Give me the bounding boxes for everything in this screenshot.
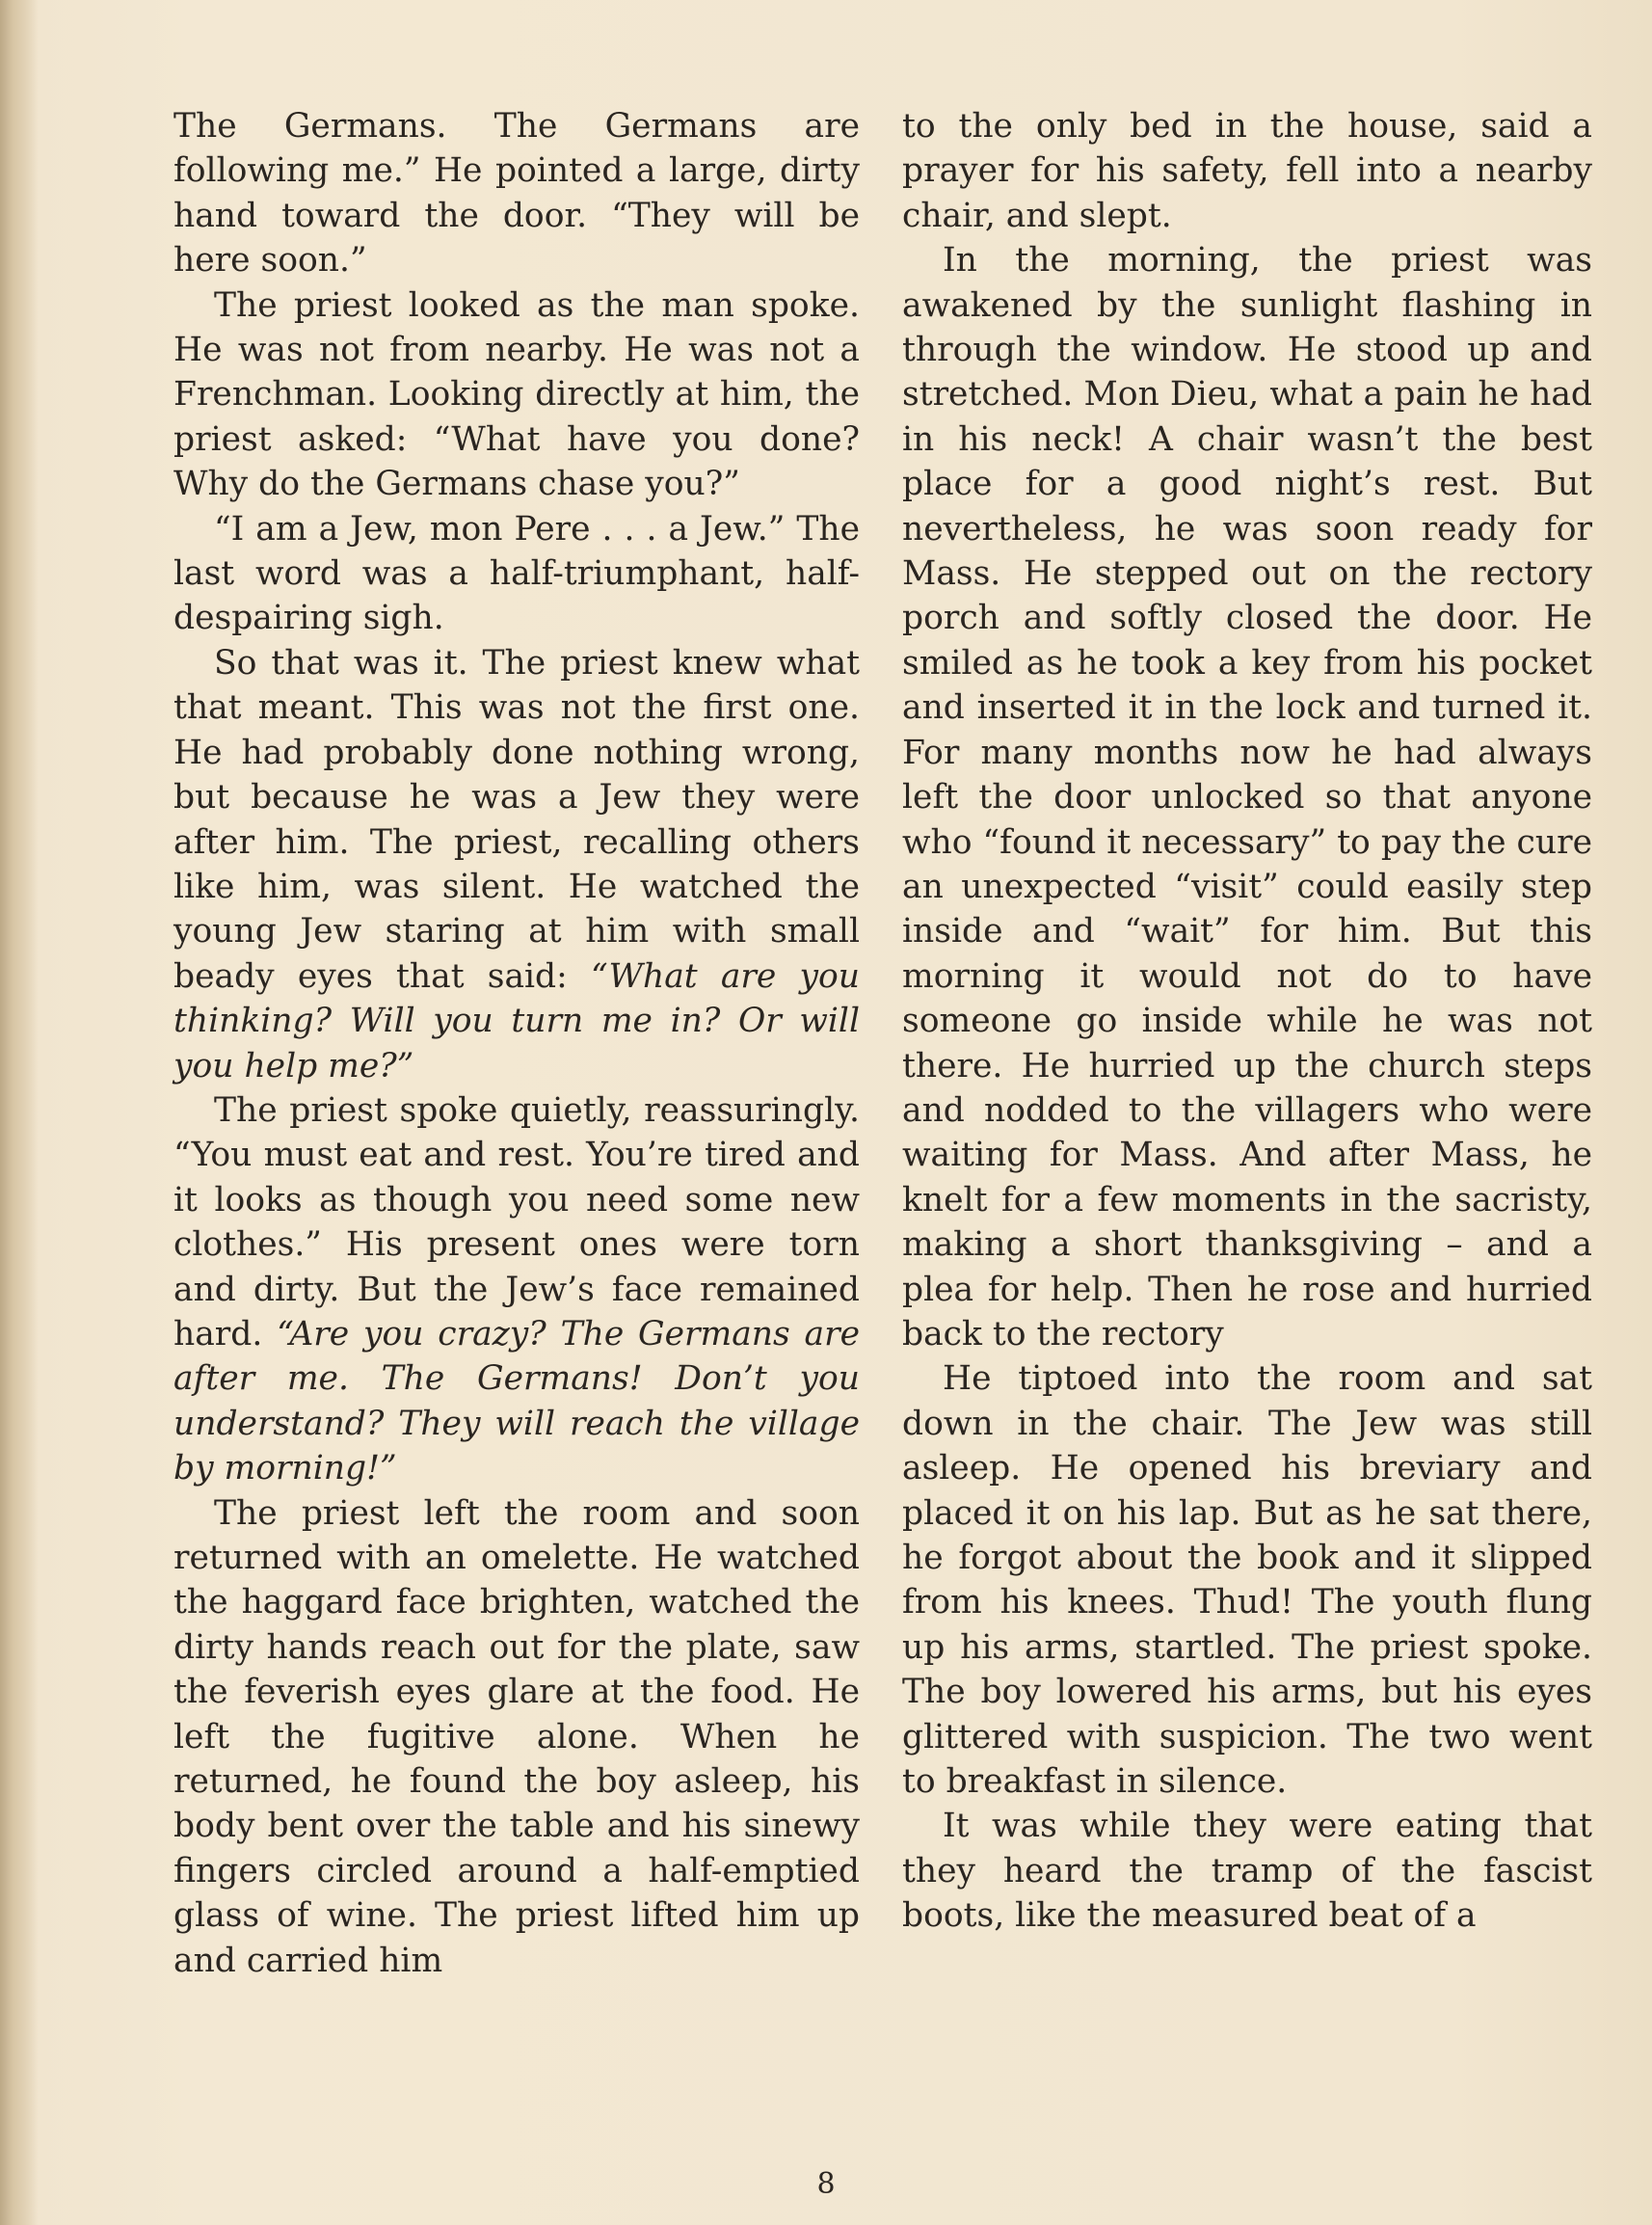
left-paragraph-3: “I am a Jew, mon Pere . . . a Jew.” The last word was a half-triumphant, half-despairing sigh. bbox=[173, 509, 860, 638]
right-paragraph-2: In the morning, the priest was awakened by the sunlight flashing in through the window. He stood up and stretched. Mon Dieu, what a pain he had in his neck! A chair wasn’t the best place for a good night’s rest. But nevertheless, he was soon ready for Mass. He stepped out on the rectory porch and softly closed the door. He smiled as he took a key from his pocket and inserted it in the lock and turned it. For many months now he had always left the door unlocked so that anyone who “found it necessary” to pay the cure an unexpected “visit” could easily step inside and “wait” for him. But this morning it would not do to have someone go inside while he was not there. He hurried up the church steps and nodded to the villagers who were waiting for Mass. And after Mass, he knelt for a few moments in the sacristy, making a short thanksgiving – and a plea for help. Then he rose and hurried back to the rectory bbox=[902, 241, 1592, 1354]
left-paragraph-4-text: So that was it. The priest knew what that meant. This was not the first one. He had probably done nothing wrong, but because he was a Jew they were after him. The priest, recalling others like him, was silent. He watched the young Jew staring at him with small beady eyes that said: bbox=[173, 643, 860, 996]
page-binding-shadow bbox=[0, 0, 39, 2225]
right-text-column bbox=[902, 104, 1592, 1939]
left-paragraph-4-italic: “What are you thinking? Will you turn me in? Or will you help me?” bbox=[173, 956, 860, 1086]
left-paragraph-5-text: The priest spoke quietly, reassuringly. “You must eat and rest. You’re tired and it looks as though you need some new clothes.” His present ones were torn and dirty. But the Jew’s face remained hard. bbox=[173, 1090, 860, 1354]
right-paragraph-3: He tiptoed into the room and sat down in the chair. The Jew was still asleep. He opened his breviary and placed it on his lap. But as he sat there, he forgot about the book and it slipped from his knees. Thud! The youth flung up his arms, startled. The priest spoke. The boy lowered his arms, but his eyes glittered with suspicion. The two went to breakfast in silence. bbox=[902, 1359, 1592, 1802]
right-paragraph-1: to the only bed in the house, said a prayer for his safety, fell into a nearby chair, and slept. bbox=[902, 107, 1592, 235]
left-text-column bbox=[173, 104, 860, 1983]
right-paragraph-4: It was while they were eating that they heard the tramp of the fascist boots, like the measured beat of a bbox=[902, 1807, 1592, 1936]
left-paragraph-5 bbox=[173, 1088, 860, 1491]
page-number: 8 bbox=[816, 2167, 836, 2201]
left-paragraph-2: The priest looked as the man spoke. He was not from nearby. He was not a Frenchman. Looking directly at him, the priest asked: “What have you done? Why do the Germans chase you?” bbox=[173, 285, 860, 504]
left-paragraph-1: The Germans. The Germans are following me.” He pointed a large, dirty hand toward the door. “They will be here soon.” bbox=[173, 107, 860, 281]
left-paragraph-6: The priest left the room and soon returned with an omelette. He watched the haggard face brighten, watched the dirty hands reach out for the plate, saw the feverish eyes glare at the food. He left the fugitive alone. When he returned, he found the boy asleep, his body bent over the table and his sinewy fingers circled around a half-emptied glass of wine. The priest lifted him up and carried him bbox=[173, 1493, 860, 1980]
left-paragraph-5-italic: “Are you crazy? The Germans are after me. The Germans! Don’t you understand? They will reach the village by morning!” bbox=[173, 1314, 860, 1488]
left-paragraph-4 bbox=[173, 641, 860, 1088]
